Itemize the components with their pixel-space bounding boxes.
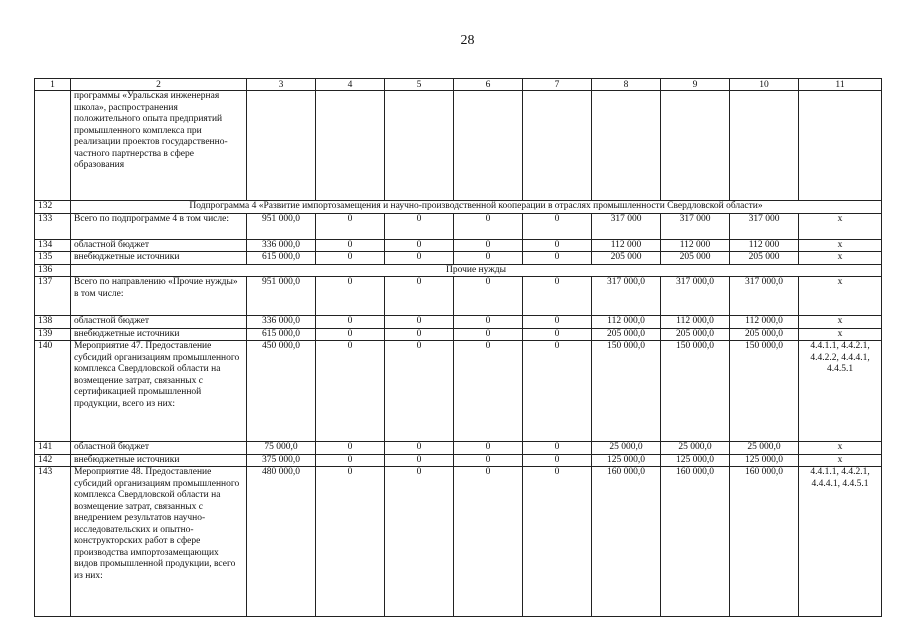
column-header: 3 <box>247 79 316 91</box>
value-cell <box>730 91 799 201</box>
value-cell: 150 000,0 <box>592 341 661 442</box>
value-cell: 0 <box>385 213 454 239</box>
value-cell: 0 <box>316 239 385 252</box>
value-cell: 205 000 <box>592 252 661 265</box>
value-cell: 0 <box>523 341 592 442</box>
table-row <box>35 328 882 341</box>
description-cell: Мероприятие 48. Предоставление субсидий организациям промышленного комплекса Свердловской области на возмещение затрат, связанных с внедрением результатов научно-исследовательских и опытно-конструкторских работ в сфере производства импортозамещающих видов промышленной продукции, всего из них: <box>71 467 247 617</box>
value-cell: 0 <box>385 442 454 455</box>
table-row <box>35 316 882 329</box>
value-cell: 0 <box>385 454 454 467</box>
row-number-cell: 143 <box>35 467 71 617</box>
row-number-cell: 132 <box>35 201 71 214</box>
value-cell: 0 <box>523 454 592 467</box>
value-cell: 160 000,0 <box>730 467 799 617</box>
value-cell: 150 000,0 <box>730 341 799 442</box>
value-cell: 951 000,0 <box>247 277 316 316</box>
value-cell: 112 000 <box>592 239 661 252</box>
row-number-cell: 140 <box>35 341 71 442</box>
value-cell: 150 000,0 <box>661 341 730 442</box>
value-cell: 0 <box>385 328 454 341</box>
value-cell: 480 000,0 <box>247 467 316 617</box>
target-indicator-cell <box>799 91 882 201</box>
value-cell: 205 000 <box>730 252 799 265</box>
value-cell: 125 000,0 <box>592 454 661 467</box>
table-row <box>35 467 882 617</box>
column-header: 10 <box>730 79 799 91</box>
value-cell: 0 <box>523 328 592 341</box>
value-cell: 951 000,0 <box>247 213 316 239</box>
description-cell: областной бюджет <box>71 442 247 455</box>
value-cell: 25 000,0 <box>592 442 661 455</box>
value-cell: 0 <box>523 467 592 617</box>
value-cell: 112 000,0 <box>592 316 661 329</box>
value-cell: 0 <box>385 277 454 316</box>
value-cell: 112 000,0 <box>661 316 730 329</box>
column-header: 2 <box>71 79 247 91</box>
value-cell: 0 <box>316 316 385 329</box>
table-row <box>35 213 882 239</box>
value-cell: 317 000 <box>730 213 799 239</box>
row-number-cell: 133 <box>35 213 71 239</box>
value-cell: 0 <box>454 454 523 467</box>
section-title-cell: Подпрограмма 4 «Развитие импортозамещения и научно-производственной кооперации в отраслях промышленности Свердловской области» <box>71 201 882 214</box>
row-number-cell: 138 <box>35 316 71 329</box>
description-cell: областной бюджет <box>71 239 247 252</box>
value-cell: 0 <box>385 239 454 252</box>
value-cell: 317 000,0 <box>730 277 799 316</box>
value-cell: 317 000 <box>592 213 661 239</box>
value-cell: 112 000,0 <box>730 316 799 329</box>
value-cell: 0 <box>454 341 523 442</box>
value-cell: 0 <box>454 252 523 265</box>
value-cell: 0 <box>454 239 523 252</box>
description-cell: программы «Уральская инженерная школа», распространения положительного опыта предприятий промышленного комплекса при реализации проектов государственно-частного партнерства в сфере образования <box>71 91 247 201</box>
table-row <box>35 442 882 455</box>
value-cell: 0 <box>385 252 454 265</box>
header-row <box>35 79 882 91</box>
target-indicator-cell: х <box>799 213 882 239</box>
target-indicator-cell: х <box>799 328 882 341</box>
row-number-cell: 135 <box>35 252 71 265</box>
value-cell: 160 000,0 <box>661 467 730 617</box>
value-cell: 0 <box>316 467 385 617</box>
value-cell: 0 <box>454 316 523 329</box>
value-cell: 0 <box>316 442 385 455</box>
table-row <box>35 201 882 214</box>
table-row <box>35 454 882 467</box>
value-cell: 112 000 <box>661 239 730 252</box>
value-cell: 0 <box>523 442 592 455</box>
value-cell: 0 <box>316 454 385 467</box>
value-cell: 0 <box>316 328 385 341</box>
description-cell: Мероприятие 47. Предоставление субсидий организациям промышленного комплекса Свердловской области на возмещение затрат, связанных с сертификацией промышленной продукции, всего из них: <box>71 341 247 442</box>
value-cell <box>454 91 523 201</box>
column-header: 7 <box>523 79 592 91</box>
value-cell: 0 <box>316 213 385 239</box>
value-cell <box>523 91 592 201</box>
value-cell: 112 000 <box>730 239 799 252</box>
description-cell: областной бюджет <box>71 316 247 329</box>
column-header: 6 <box>454 79 523 91</box>
row-number-cell <box>35 91 71 201</box>
value-cell: 25 000,0 <box>730 442 799 455</box>
value-cell <box>592 91 661 201</box>
row-number-cell: 134 <box>35 239 71 252</box>
value-cell: 0 <box>316 252 385 265</box>
target-indicator-cell: х <box>799 316 882 329</box>
value-cell: 0 <box>523 316 592 329</box>
budget-table <box>34 78 882 617</box>
value-cell: 205 000 <box>661 252 730 265</box>
value-cell: 0 <box>523 277 592 316</box>
value-cell: 205 000,0 <box>592 328 661 341</box>
row-number-cell: 139 <box>35 328 71 341</box>
value-cell: 317 000 <box>661 213 730 239</box>
section-title-cell: Прочие нужды <box>71 264 882 277</box>
column-header: 11 <box>799 79 882 91</box>
value-cell: 0 <box>316 277 385 316</box>
value-cell: 75 000,0 <box>247 442 316 455</box>
value-cell: 0 <box>385 341 454 442</box>
value-cell: 0 <box>385 316 454 329</box>
description-cell: внебюджетные источники <box>71 454 247 467</box>
value-cell: 336 000,0 <box>247 316 316 329</box>
value-cell: 160 000,0 <box>592 467 661 617</box>
value-cell <box>385 91 454 201</box>
value-cell <box>316 91 385 201</box>
value-cell: 0 <box>523 252 592 265</box>
value-cell: 0 <box>454 277 523 316</box>
target-indicator-cell: х <box>799 239 882 252</box>
target-indicator-cell: х <box>799 442 882 455</box>
value-cell: 25 000,0 <box>661 442 730 455</box>
description-cell: внебюджетные источники <box>71 252 247 265</box>
column-header: 5 <box>385 79 454 91</box>
value-cell: 0 <box>454 442 523 455</box>
row-number-cell: 142 <box>35 454 71 467</box>
target-indicator-cell: 4.4.1.1, 4.4.2.1, 4.4.2.2, 4.4.4.1, 4.4.5.1 <box>799 341 882 442</box>
value-cell <box>661 91 730 201</box>
table-row <box>35 239 882 252</box>
value-cell: 205 000,0 <box>730 328 799 341</box>
value-cell: 0 <box>454 328 523 341</box>
description-cell: Всего по направлению «Прочие нужды» в том числе: <box>71 277 247 316</box>
value-cell: 0 <box>454 467 523 617</box>
column-header: 4 <box>316 79 385 91</box>
value-cell <box>247 91 316 201</box>
value-cell: 0 <box>523 213 592 239</box>
value-cell: 317 000,0 <box>661 277 730 316</box>
value-cell: 0 <box>385 467 454 617</box>
table-row <box>35 252 882 265</box>
row-number-cell: 136 <box>35 264 71 277</box>
value-cell: 0 <box>523 239 592 252</box>
value-cell: 0 <box>454 213 523 239</box>
table-row <box>35 277 882 316</box>
value-cell: 450 000,0 <box>247 341 316 442</box>
value-cell: 317 000,0 <box>592 277 661 316</box>
value-cell: 615 000,0 <box>247 252 316 265</box>
value-cell: 125 000,0 <box>730 454 799 467</box>
column-header: 1 <box>35 79 71 91</box>
table-row <box>35 264 882 277</box>
target-indicator-cell: х <box>799 252 882 265</box>
target-indicator-cell: х <box>799 277 882 316</box>
table-row <box>35 341 882 442</box>
description-cell: внебюджетные источники <box>71 328 247 341</box>
value-cell: 0 <box>316 341 385 442</box>
value-cell: 615 000,0 <box>247 328 316 341</box>
description-cell: Всего по подпрограмме 4 в том числе: <box>71 213 247 239</box>
target-indicator-cell: 4.4.1.1, 4.4.2.1, 4.4.4.1, 4.4.5.1 <box>799 467 882 617</box>
table-row <box>35 91 882 201</box>
value-cell: 336 000,0 <box>247 239 316 252</box>
column-header: 8 <box>592 79 661 91</box>
page-number: 28 <box>460 33 475 48</box>
column-header: 9 <box>661 79 730 91</box>
value-cell: 205 000,0 <box>661 328 730 341</box>
value-cell: 375 000,0 <box>247 454 316 467</box>
row-number-cell: 137 <box>35 277 71 316</box>
row-number-cell: 141 <box>35 442 71 455</box>
value-cell: 125 000,0 <box>661 454 730 467</box>
target-indicator-cell: х <box>799 454 882 467</box>
